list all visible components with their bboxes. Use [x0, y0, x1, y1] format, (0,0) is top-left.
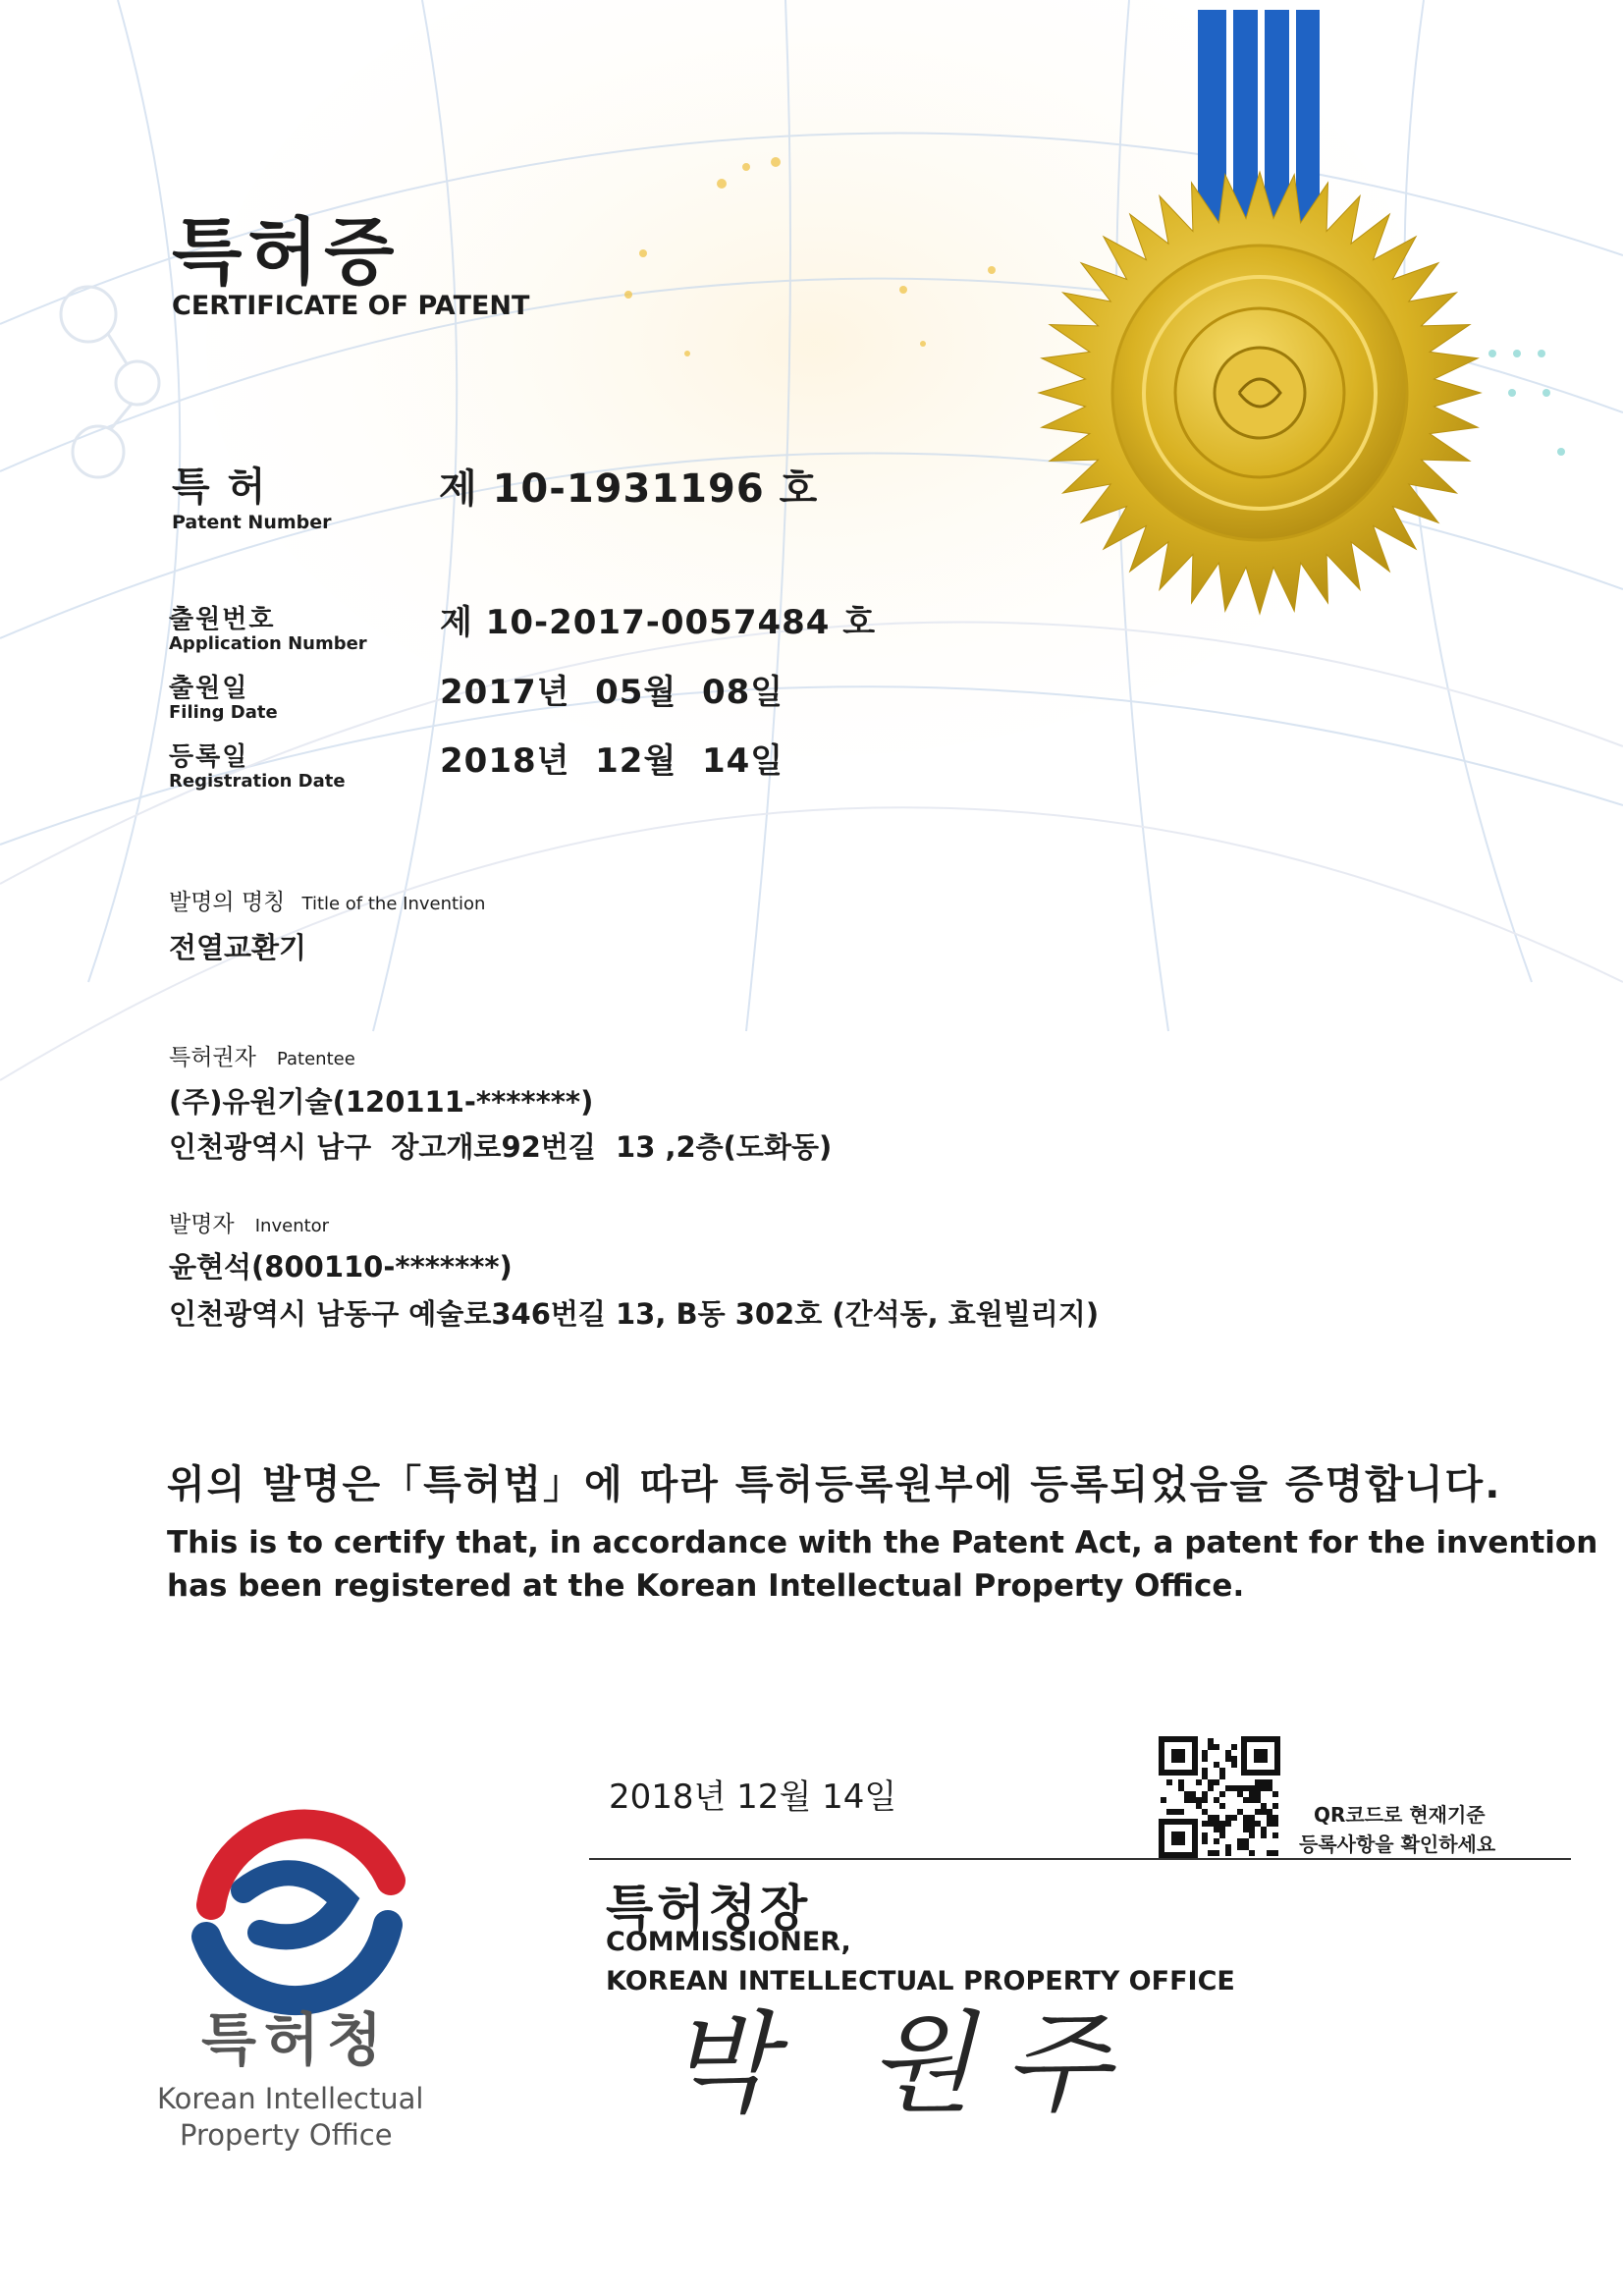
commissioner-signature: 박 원주: [668, 2000, 1140, 2128]
patentee-address: 인천광역시 남구 장고개로92번길 13 ,2층(도화동): [169, 1130, 833, 1164]
application-number-value: 제 10-2017-0057484 호: [440, 603, 877, 642]
registration-date-label: 등록일: [169, 742, 249, 772]
certificate-title: 특허증: [172, 210, 401, 295]
registration-date-value: 2018년 12월 14일: [440, 741, 784, 781]
gold-seal-icon: [1039, 172, 1481, 614]
invention-title-value: 전열교환기: [169, 931, 307, 964]
patentee-name: (주)유원기술(120111-*******): [169, 1085, 594, 1119]
office-name-en-line1: Korean Intellectual: [157, 2082, 424, 2115]
office-name-ko: 특허청: [201, 2006, 391, 2073]
qr-note-line2: 등록사항을 확인하세요: [1299, 1832, 1496, 1856]
inventor-address: 인천광역시 남동구 예술로346번길 13, B동 302호 (간석동, 효원빌리지): [169, 1297, 1100, 1331]
certification-statement-ko: 위의 발명은「특허법」에 따라 특허등록원부에 등록되었음을 증명합니다.: [167, 1462, 1502, 1507]
certification-statement-en-line1: This is to certify that, in accordance with the Patent Act, a patent for the invention: [167, 1525, 1598, 1560]
commissioner-title-en-line2: KOREAN INTELLECTUAL PROPERTY OFFICE: [606, 1966, 1235, 1996]
certificate-subtitle: CERTIFICATE OF PATENT: [172, 291, 530, 321]
inventor-label: 발명자: [169, 1212, 235, 1237]
office-name-en-line2: Property Office: [180, 2118, 393, 2152]
filing-date-label-en: Filing Date: [169, 702, 278, 723]
commissioner-title-ko: 특허청장: [606, 1880, 812, 1937]
qr-code-icon: [1159, 1736, 1280, 1858]
inventor-label-group: [169, 1206, 329, 1238]
filing-date-value: 2017년 05월 08일: [440, 673, 784, 712]
commissioner-title-en-line1: COMMISSIONER,: [606, 1927, 851, 1957]
patentee-label: 특허권자: [169, 1045, 256, 1070]
invention-title-label: 발명의 명칭: [169, 890, 286, 915]
patentee-label-en: Patentee: [276, 1049, 355, 1069]
patent-number-value: 제 10-1931196 호: [439, 466, 819, 512]
patentee-label-group: [169, 1039, 355, 1071]
invention-title-label-en: Title of the Invention: [301, 894, 486, 914]
invention-title-label-group: [169, 884, 485, 916]
application-number-label-en: Application Number: [169, 633, 367, 654]
qr-note-line1: QR코드로 현재기준: [1314, 1803, 1486, 1827]
inventor-name: 윤현석(800110-*******): [169, 1250, 513, 1284]
certification-statement-en-line2: has been registered at the Korean Intellectual Property Office.: [167, 1568, 1245, 1604]
patent-number-label-en: Patent Number: [172, 512, 332, 533]
application-number-label: 출원번호: [169, 605, 276, 634]
issue-date: 2018년 12월 14일: [609, 1777, 897, 1817]
patent-number-label: 특 허: [172, 465, 268, 510]
inventor-label-en: Inventor: [254, 1216, 330, 1236]
registration-date-label-en: Registration Date: [169, 771, 346, 792]
filing-date-label: 출원일: [169, 674, 249, 703]
